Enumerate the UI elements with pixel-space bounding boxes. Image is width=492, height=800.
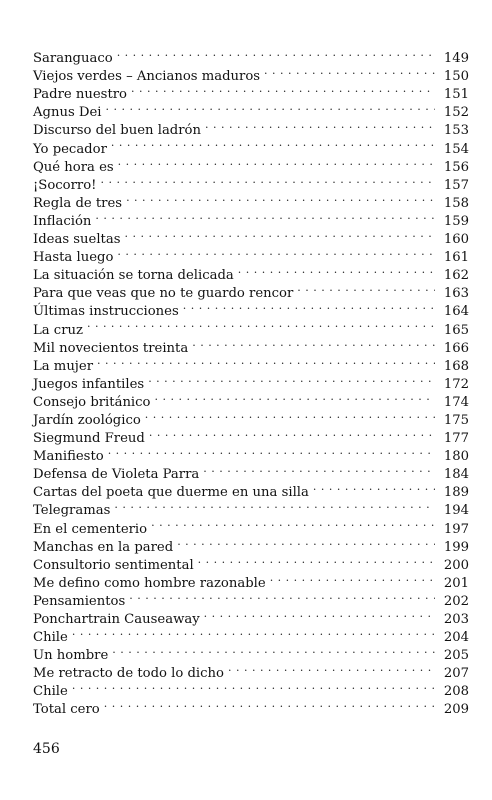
toc-entry-page-number: 164 <box>435 303 469 321</box>
toc-entry <box>33 207 469 229</box>
dot-leader <box>87 315 435 333</box>
toc-entry-page-number: 204 <box>435 629 469 647</box>
dot-leader <box>108 442 435 460</box>
toc-entry-page-number: 157 <box>435 177 469 195</box>
toc-entry-page-number: 149 <box>435 50 469 68</box>
toc-entry-title: La mujer <box>33 358 94 374</box>
toc-entry <box>33 370 469 392</box>
dot-leader <box>192 334 435 352</box>
toc-entry-title: Me defino como hombre razonable <box>33 575 266 591</box>
toc-entry-page-number: 172 <box>435 376 469 394</box>
toc-entry-title: Jardín zoológico <box>33 412 141 428</box>
toc-entry-page-number: 159 <box>435 213 469 231</box>
dot-leader <box>203 460 435 478</box>
toc-entry-page-number: 201 <box>435 575 469 593</box>
toc-entry <box>33 695 469 718</box>
toc-entry-title: Juegos infantiles <box>33 376 145 392</box>
toc-entry-page-number: 168 <box>435 358 469 376</box>
dot-leader <box>126 189 435 207</box>
dot-leader <box>117 44 435 62</box>
toc-entry-title: Agnus Dei <box>33 105 102 121</box>
toc-entry-page-number: 152 <box>435 104 469 122</box>
dot-leader <box>106 98 435 116</box>
dot-leader <box>117 243 435 261</box>
toc-entry-title: La situación se torna delicada <box>33 268 234 284</box>
toc-entry-title: Pensamientos <box>33 593 126 609</box>
toc-entry-title: Yo pecador <box>33 141 107 157</box>
toc-entry-title: Telegramas <box>33 503 111 519</box>
toc-entry-page-number: 151 <box>435 86 469 104</box>
toc-entry-title: La cruz <box>33 322 83 338</box>
dot-leader <box>100 171 435 189</box>
toc-entry-title: Chile <box>33 684 68 700</box>
toc-entry-page-number: 177 <box>435 430 469 448</box>
toc-entry-title: Qué hora es <box>33 159 114 175</box>
toc-entry-page-number: 163 <box>435 285 469 303</box>
toc-entry <box>33 315 469 338</box>
toc-entry-title: Ideas sueltas <box>33 232 121 248</box>
table-of-contents <box>33 44 469 718</box>
toc-entry-page-number: 207 <box>435 665 469 683</box>
toc-entry-page-number: 194 <box>435 502 469 520</box>
dot-leader <box>148 370 435 388</box>
toc-entry-page-number: 180 <box>435 448 469 466</box>
toc-entry-title: Discurso del buen ladrón <box>33 123 201 139</box>
dot-leader <box>264 62 435 80</box>
toc-entry-page-number: 209 <box>435 701 469 719</box>
dot-leader <box>104 695 435 713</box>
toc-entry-title: Para que veas que no te guardo rencor <box>33 286 294 302</box>
page-number: 456 <box>33 741 60 757</box>
toc-entry-title: Me retracto de todo lo dicho <box>33 666 224 682</box>
toc-entry-page-number: 199 <box>435 539 469 557</box>
toc-entry-page-number: 197 <box>435 521 469 539</box>
dot-leader <box>151 514 435 532</box>
toc-entry-page-number: 162 <box>435 267 469 285</box>
toc-entry <box>33 623 469 646</box>
toc-entry-title: Manchas en la pared <box>33 539 174 555</box>
dot-leader <box>154 388 435 406</box>
toc-entry-title: Saranguaco <box>33 51 113 67</box>
toc-entry <box>33 641 469 664</box>
dot-leader <box>205 116 435 134</box>
toc-entry <box>33 334 469 356</box>
dot-leader <box>177 533 435 551</box>
dot-leader <box>270 569 435 587</box>
toc-entry-title: Viejos verdes – Ancianos maduros <box>33 69 261 85</box>
toc-entry <box>33 677 469 700</box>
toc-entry <box>33 352 469 374</box>
toc-entry-title: Hasta luego <box>33 250 114 266</box>
dot-leader <box>114 496 435 514</box>
dot-leader <box>228 659 435 677</box>
toc-entry-page-number: 203 <box>435 611 469 629</box>
dot-leader <box>149 424 435 442</box>
toc-entry-page-number: 184 <box>435 466 469 484</box>
dot-leader <box>183 297 435 315</box>
toc-entry-page-number: 175 <box>435 412 469 430</box>
toc-entry-page-number: 189 <box>435 484 469 502</box>
toc-entry-title: Chile <box>33 630 68 646</box>
toc-entry-title: Cartas del poeta que duerme en una silla <box>33 485 309 501</box>
toc-entry-title: Siegmund Freud <box>33 431 145 447</box>
toc-entry-page-number: 200 <box>435 557 469 575</box>
toc-entry-page-number: 154 <box>435 141 469 159</box>
dot-leader <box>125 225 436 243</box>
toc-entry <box>33 44 469 67</box>
toc-entry-title: Inflación <box>33 213 92 229</box>
toc-entry-page-number: 166 <box>435 340 469 358</box>
toc-entry-title: En el cementerio <box>33 521 148 537</box>
dot-leader <box>112 641 435 659</box>
dot-leader <box>118 153 435 171</box>
toc-entry-title: ¡Socorro! <box>33 177 97 193</box>
toc-entry-title: Consejo británico <box>33 394 151 410</box>
toc-entry-page-number: 156 <box>435 159 469 177</box>
toc-entry-title: Últimas instrucciones <box>33 304 179 320</box>
toc-entry-page-number: 174 <box>435 394 469 412</box>
toc-entry-page-number: 165 <box>435 322 469 340</box>
toc-entry-title: Consultorio sentimental <box>33 557 194 573</box>
toc-entry-title: Un hombre <box>33 648 109 664</box>
dot-leader <box>238 261 435 279</box>
dot-leader <box>313 478 435 496</box>
dot-leader <box>72 677 435 695</box>
toc-entry-page-number: 150 <box>435 68 469 86</box>
toc-entry-page-number: 161 <box>435 249 469 267</box>
dot-leader <box>145 406 435 424</box>
toc-entry-page-number: 205 <box>435 647 469 665</box>
dot-leader <box>204 605 435 623</box>
dot-leader <box>198 551 435 569</box>
toc-entry-title: Padre nuestro <box>33 87 127 103</box>
toc-entry-title: Total cero <box>33 702 100 718</box>
toc-entry-page-number: 208 <box>435 683 469 701</box>
toc-entry-page-number: 153 <box>435 122 469 140</box>
toc-entry-page-number: 160 <box>435 231 469 249</box>
toc-entry-page-number: 158 <box>435 195 469 213</box>
dot-leader <box>72 623 435 641</box>
dot-leader <box>95 207 435 225</box>
dot-leader <box>97 352 435 370</box>
dot-leader <box>129 587 435 605</box>
toc-entry <box>33 225 469 248</box>
toc-entry-title: Regla de tres <box>33 195 123 211</box>
toc-entry-title: Ponchartrain Causeaway <box>33 612 200 627</box>
toc-entry-page-number: 202 <box>435 593 469 611</box>
toc-entry-title: Mil novecientos treinta <box>33 340 189 356</box>
toc-entry-title: Manifiesto <box>33 449 104 465</box>
dot-leader <box>131 80 435 98</box>
dot-leader <box>111 134 435 152</box>
toc-entry-title: Defensa de Violeta Parra <box>33 467 200 483</box>
dot-leader <box>297 279 435 297</box>
